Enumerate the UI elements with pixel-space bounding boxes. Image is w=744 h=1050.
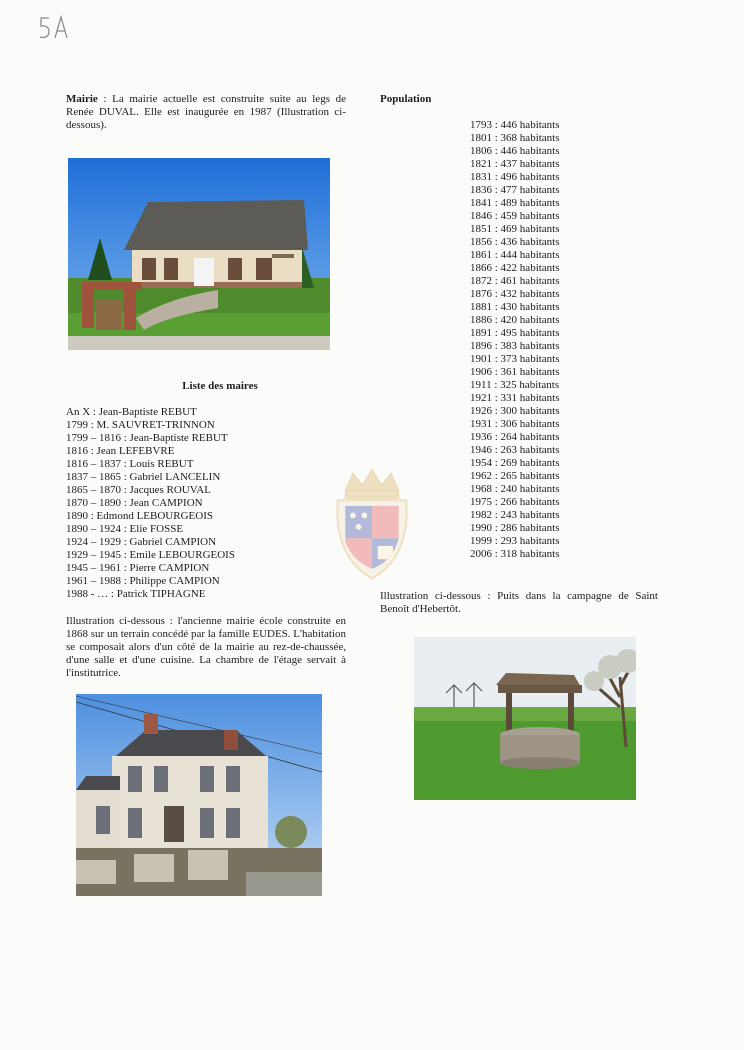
population-entry: 1946 : 263 habitants xyxy=(470,444,560,456)
population-entry: 1962 : 265 habitants xyxy=(470,470,560,482)
population-entry: 1831 : 496 habitants xyxy=(470,171,560,183)
population-entry: 1846 : 459 habitants xyxy=(470,210,560,222)
mairie-text: : La mairie actuelle est construite suite au legs de Renée DUVAL. Elle est inaugurée en 1987 (Illustration ci-dessous). xyxy=(66,93,346,131)
population-entry: 1872 : 461 habitants xyxy=(470,275,560,287)
mairie-label: Mairie xyxy=(66,93,98,105)
maire-entry: 1870 – 1890 : Jean CAMPION xyxy=(66,497,203,509)
population-entry: 2006 : 318 habitants xyxy=(470,548,560,560)
population-entry: 1990 : 286 habitants xyxy=(470,522,560,534)
maire-entry: 1924 – 1929 : Gabriel CAMPION xyxy=(66,536,217,548)
maire-entry: 1988 - … : Patrick TIPHAGNE xyxy=(66,588,206,600)
population-entry: 1806 : 446 habitants xyxy=(470,145,560,157)
ecole-caption: Illustration ci-dessous : l'ancienne mairie école construite en 1868 sur un terrain concédé par la famille EUDES. L'habitation se composait alors d'un côté de la mairie au rez-de-chaussée, d'une salle et d'une cuisine. La chambre de l'étage servait à l'institutrice. xyxy=(66,615,346,679)
maire-entry: 1890 – 1924 : Elie FOSSE xyxy=(66,523,184,535)
maire-entry: 1837 – 1865 : Gabriel LANCELIN xyxy=(66,471,221,483)
population-entry: 1975 : 266 habitants xyxy=(470,496,560,508)
mairie-paragraph xyxy=(66,93,346,132)
population-entry: 1881 : 430 habitants xyxy=(470,301,560,313)
maire-entry: 1890 : Edmond LEBOURGEOIS xyxy=(66,510,213,522)
maire-entry: 1945 – 1961 : Pierre CAMPION xyxy=(66,562,210,574)
population-entry: 1901 : 373 habitants xyxy=(470,353,560,365)
ancienne-mairie-ecole-photo xyxy=(76,694,322,896)
population-entry: 1876 : 432 habitants xyxy=(470,288,560,300)
population-entry: 1891 : 495 habitants xyxy=(470,327,560,339)
population-entry: 1931 : 306 habitants xyxy=(470,418,560,430)
population-entry: 1896 : 383 habitants xyxy=(470,340,560,352)
population-entry: 1954 : 269 habitants xyxy=(470,457,560,469)
coat-of-arms-watermark xyxy=(322,462,422,586)
handwritten-page-number xyxy=(36,12,76,42)
population-entry: 1921 : 331 habitants xyxy=(470,392,560,404)
population-entry: 1886 : 420 habitants xyxy=(470,314,560,326)
maire-entry: 1799 : M. SAUVRET-TRINNON xyxy=(66,419,215,431)
population-entry: 1906 : 361 habitants xyxy=(470,366,560,378)
population-entry: 1841 : 489 habitants xyxy=(470,197,560,209)
population-entry: 1926 : 300 habitants xyxy=(470,405,560,417)
population-entry: 1836 : 477 habitants xyxy=(470,184,560,196)
maire-entry: 1961 – 1988 : Philippe CAMPION xyxy=(66,575,220,587)
population-entry: 1866 : 422 habitants xyxy=(470,262,560,274)
maire-entry: 1799 – 1816 : Jean-Baptiste REBUT xyxy=(66,432,228,444)
puits-caption: Illustration ci-dessous : Puits dans la campagne de Saint Benoît d'Hebertôt. xyxy=(380,590,658,615)
population-entry: 1793 : 446 habitants xyxy=(470,119,560,131)
population-entry: 1821 : 437 habitants xyxy=(470,158,560,170)
population-entry: 1801 : 368 habitants xyxy=(470,132,560,144)
maire-entry: 1816 – 1837 : Louis REBUT xyxy=(66,458,194,470)
population-entry: 1911 : 325 habitants xyxy=(470,379,560,391)
population-entry: 1982 : 243 habitants xyxy=(470,509,560,521)
population-entry: 1851 : 469 habitants xyxy=(470,223,560,235)
population-entry: 1968 : 240 habitants xyxy=(470,483,560,495)
population-title: Population xyxy=(380,93,432,105)
population-entry: 1856 : 436 habitants xyxy=(470,236,560,248)
maire-entry: An X : Jean-Baptiste REBUT xyxy=(66,406,197,418)
population-entry: 1936 : 264 habitants xyxy=(470,431,560,443)
maires-list xyxy=(66,406,346,601)
maires-title: Liste des maires xyxy=(182,380,258,392)
population-list xyxy=(470,119,580,561)
maire-entry: 1929 – 1945 : Emile LEBOURGEOIS xyxy=(66,549,235,561)
maire-entry: 1865 – 1870 : Jacques ROUVAL xyxy=(66,484,211,496)
population-entry: 1861 : 444 habitants xyxy=(470,249,560,261)
population-entry: 1999 : 293 habitants xyxy=(470,535,560,547)
mairie-photo xyxy=(68,158,330,350)
puits-photo xyxy=(414,637,636,800)
maire-entry: 1816 : Jean LEFEBVRE xyxy=(66,445,175,457)
